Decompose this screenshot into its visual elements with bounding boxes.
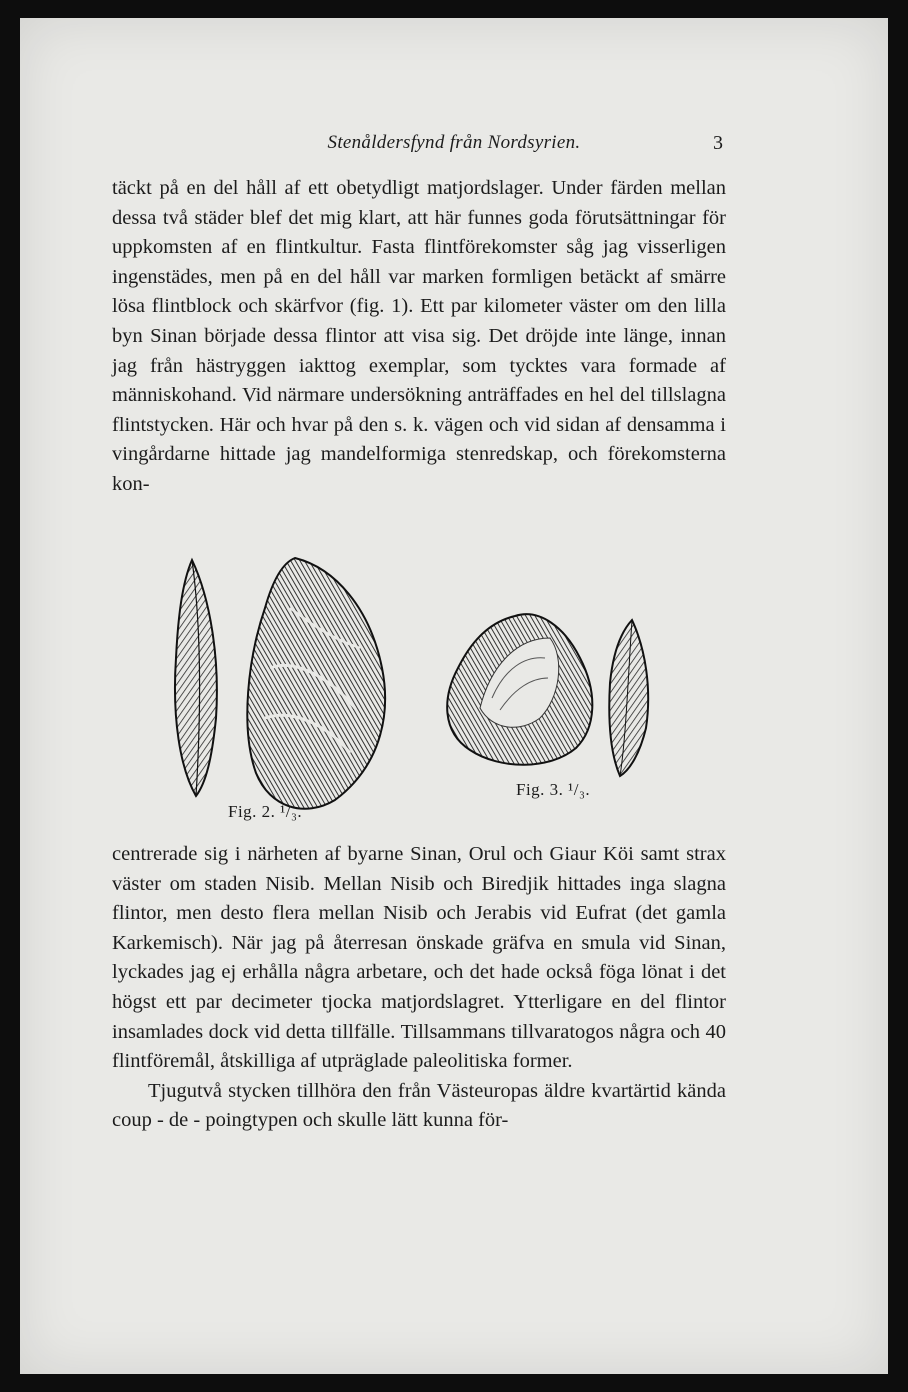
figure-area [120, 538, 740, 838]
fig3-caption: Fig. 3. ¹/₃. [516, 780, 591, 799]
paragraph: Tjugutvå stycken tillhöra den från Västeuropas äldre kvartärtid kända coup - de - poingtypen och skulle lätt kunna för- [112, 1079, 726, 1132]
running-head [20, 132, 888, 158]
fig2-face-view [247, 558, 385, 809]
paragraph: täckt på en del håll af ett obetydligt matjordslager. Under färden mellan dessa två städer blef det mig klart, att här funnes goda förutsättningar för uppkomsten af en flintkultur. Fasta flintförekomster såg jag visserligen ingenstädes, men på en del håll var marken formligen betäckt af smärre lösa flintblock och skärfvor (fig. 1). Ett par kilometer väster om den lilla byn Sinan började dessa flintor att visa sig. Det dröjde inte länge, innan jag från hästryggen iakttog exemplar, som tycktes vara formade af människohand. Vid närmare undersökning anträffades en hel del tillslagna flintstycken. Här och hvar på den s. k. vägen och vid sidan af densamma i vingårdarne hittade jag mandelformiga stenredskap, och förekomsterna kon- [112, 177, 726, 495]
fig2-caption: Fig. 2. ¹/₃. [228, 802, 303, 821]
running-title: Stenåldersfynd från Nordsyrien. [327, 132, 581, 153]
book-page [20, 18, 888, 1374]
paragraph: centrerade sig i närheten af byarne Sinan, Orul och Giaur Köi samt strax väster om staden Nisib. Mellan Nisib och Biredjik hittades inga slagna flintor, men desto flera mellan Nisib och Jerabis vid Eufrat (det gamla Karkemisch). När jag på återresan önskade gräfva en smula vid Sinan, lyckades jag ej erhålla några arbetare, och det hade också föga lönat i det högst ett par decimeter tjocka matjordslagret. Ytterligare en del flintor insamlades dock vid detta tillfälle. Tillsammans tillvaratogos några och 40 flintföremål, åtskilliga af utpräglade paleolitiska former. [112, 843, 726, 1073]
fig3-side-view [609, 620, 648, 776]
fig3-face-view [447, 614, 592, 765]
page-number: 3 [713, 132, 723, 154]
text-block-top [112, 174, 726, 500]
fig2-side-view [175, 560, 217, 796]
text-block-bottom [112, 840, 726, 1136]
flint-tools-illustration [120, 538, 740, 838]
